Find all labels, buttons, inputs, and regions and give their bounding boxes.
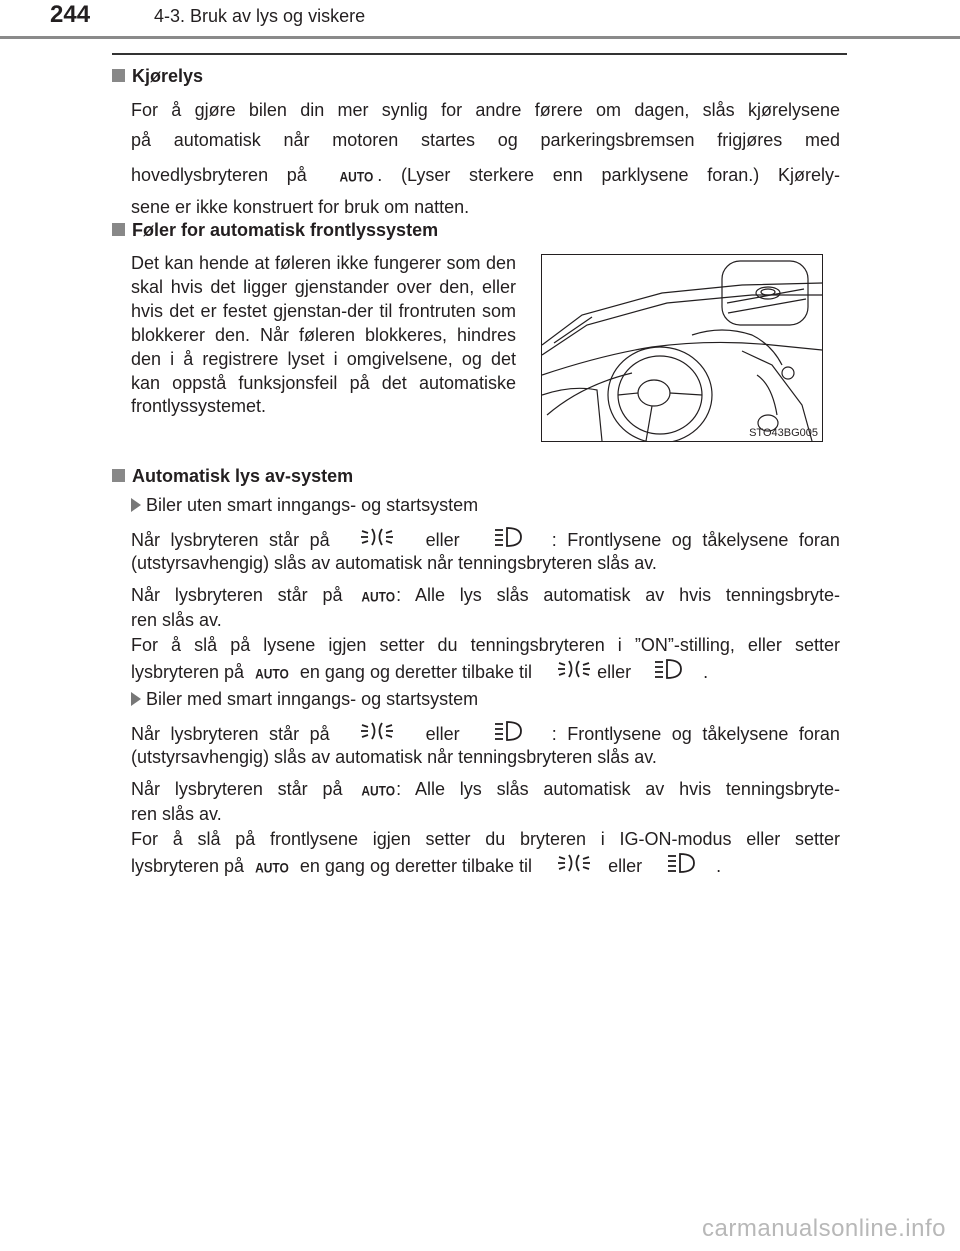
headlights-icon — [493, 525, 523, 549]
page-header — [0, 0, 960, 38]
auto-off-para-2: Når lysbryteren står på AUTO: Alle lys slås automatisk av hvis tenningsbryte- ren slås av. — [131, 585, 840, 630]
content-divider — [112, 53, 847, 55]
tail-lights-icon — [556, 851, 592, 875]
auto-symbol-icon: AUTO — [361, 588, 396, 605]
auto-off-para-4: Når lysbryteren står på eller : Frontlysene og tåkelysene foran (utstyrsavhengig) slås av automatisk når tenningsbryteren slås av. — [131, 719, 840, 769]
page-number: 244 — [50, 1, 91, 28]
triangle-bullet-icon — [131, 692, 141, 706]
square-bullet-icon — [112, 69, 125, 82]
headlights-icon — [666, 851, 696, 875]
sensor-text: Det kan hende at føleren ikke fungerer som den skal hvis det ligger gjenstander over den, eller hvis det er festet gjenstan-der til frontruten som blokkerer den. Når føleren blokkeres, hindres den i å registrere lyset i omgivelsene, og det kan oppstå funksjonsfeil på det automatiske frontlyssystemet. — [131, 253, 516, 417]
auto-off-para-5: Når lysbryteren står på AUTO: Alle lys slås automatisk av hvis tenningsbryte- ren slås av. — [131, 779, 840, 824]
section-title: 4-3. Bruk av lys og viskere — [154, 6, 366, 26]
running-lights-text: For å gjøre bilen din mer synlig for andre førere om dagen, slås kjørelysene på automatisk når motoren startes og parkeringsbremsen frigjøres med hovedlysbryteren på AUTO . (Lyser sterkere enn parklysene foran.) Kjørely- sene er ikke konstruert for bruk om natten. — [131, 100, 840, 217]
heading-auto-off: Automatisk lys av-system — [112, 466, 353, 487]
square-bullet-icon — [112, 469, 125, 482]
tail-lights-icon — [556, 657, 592, 681]
headlights-icon — [493, 719, 523, 743]
heading-sensor: Føler for automatisk frontlyssystem — [112, 220, 438, 241]
header-divider — [0, 36, 960, 39]
headlights-icon — [653, 657, 683, 681]
square-bullet-icon — [112, 223, 125, 236]
tail-lights-icon — [359, 525, 395, 549]
auto-symbol-icon: AUTO — [339, 168, 374, 186]
triangle-bullet-icon — [131, 498, 141, 512]
subheading-with-smart-entry: Biler med smart inngangs- og startsystem — [131, 689, 478, 710]
tail-lights-icon — [359, 719, 395, 743]
auto-off-para-3: For å slå på lysene igjen setter du tenningsbryteren i ”ON”-stilling, eller setter lysbryteren på AUTO en gang og deretter tilbake til eller . — [131, 634, 840, 686]
subheading-without-smart-entry: Biler uten smart inngangs- og startsystem — [131, 495, 478, 516]
watermark: carmanualsonline.info — [702, 1215, 946, 1242]
auto-symbol-icon: AUTO — [361, 782, 396, 799]
heading-running-lights: Kjørelys — [112, 66, 203, 87]
auto-symbol-icon: AUTO — [255, 859, 289, 876]
auto-off-para-6: For å slå på frontlysene igjen setter du bryteren i IG-ON-modus eller setter lysbryteren på AUTO en gang og deretter tilbake til eller . — [131, 828, 840, 880]
dashboard-drawing — [542, 255, 822, 441]
auto-off-para-1: Når lysbryteren står på eller : Frontlysene og tåkelysene foran (utstyrsavhengig) slås av automatisk når tenningsbryteren slås av. — [131, 525, 840, 575]
illustration-code: STO43BG005 — [749, 427, 818, 439]
dashboard-sensor-illustration — [541, 254, 823, 442]
auto-symbol-icon: AUTO — [255, 665, 289, 682]
